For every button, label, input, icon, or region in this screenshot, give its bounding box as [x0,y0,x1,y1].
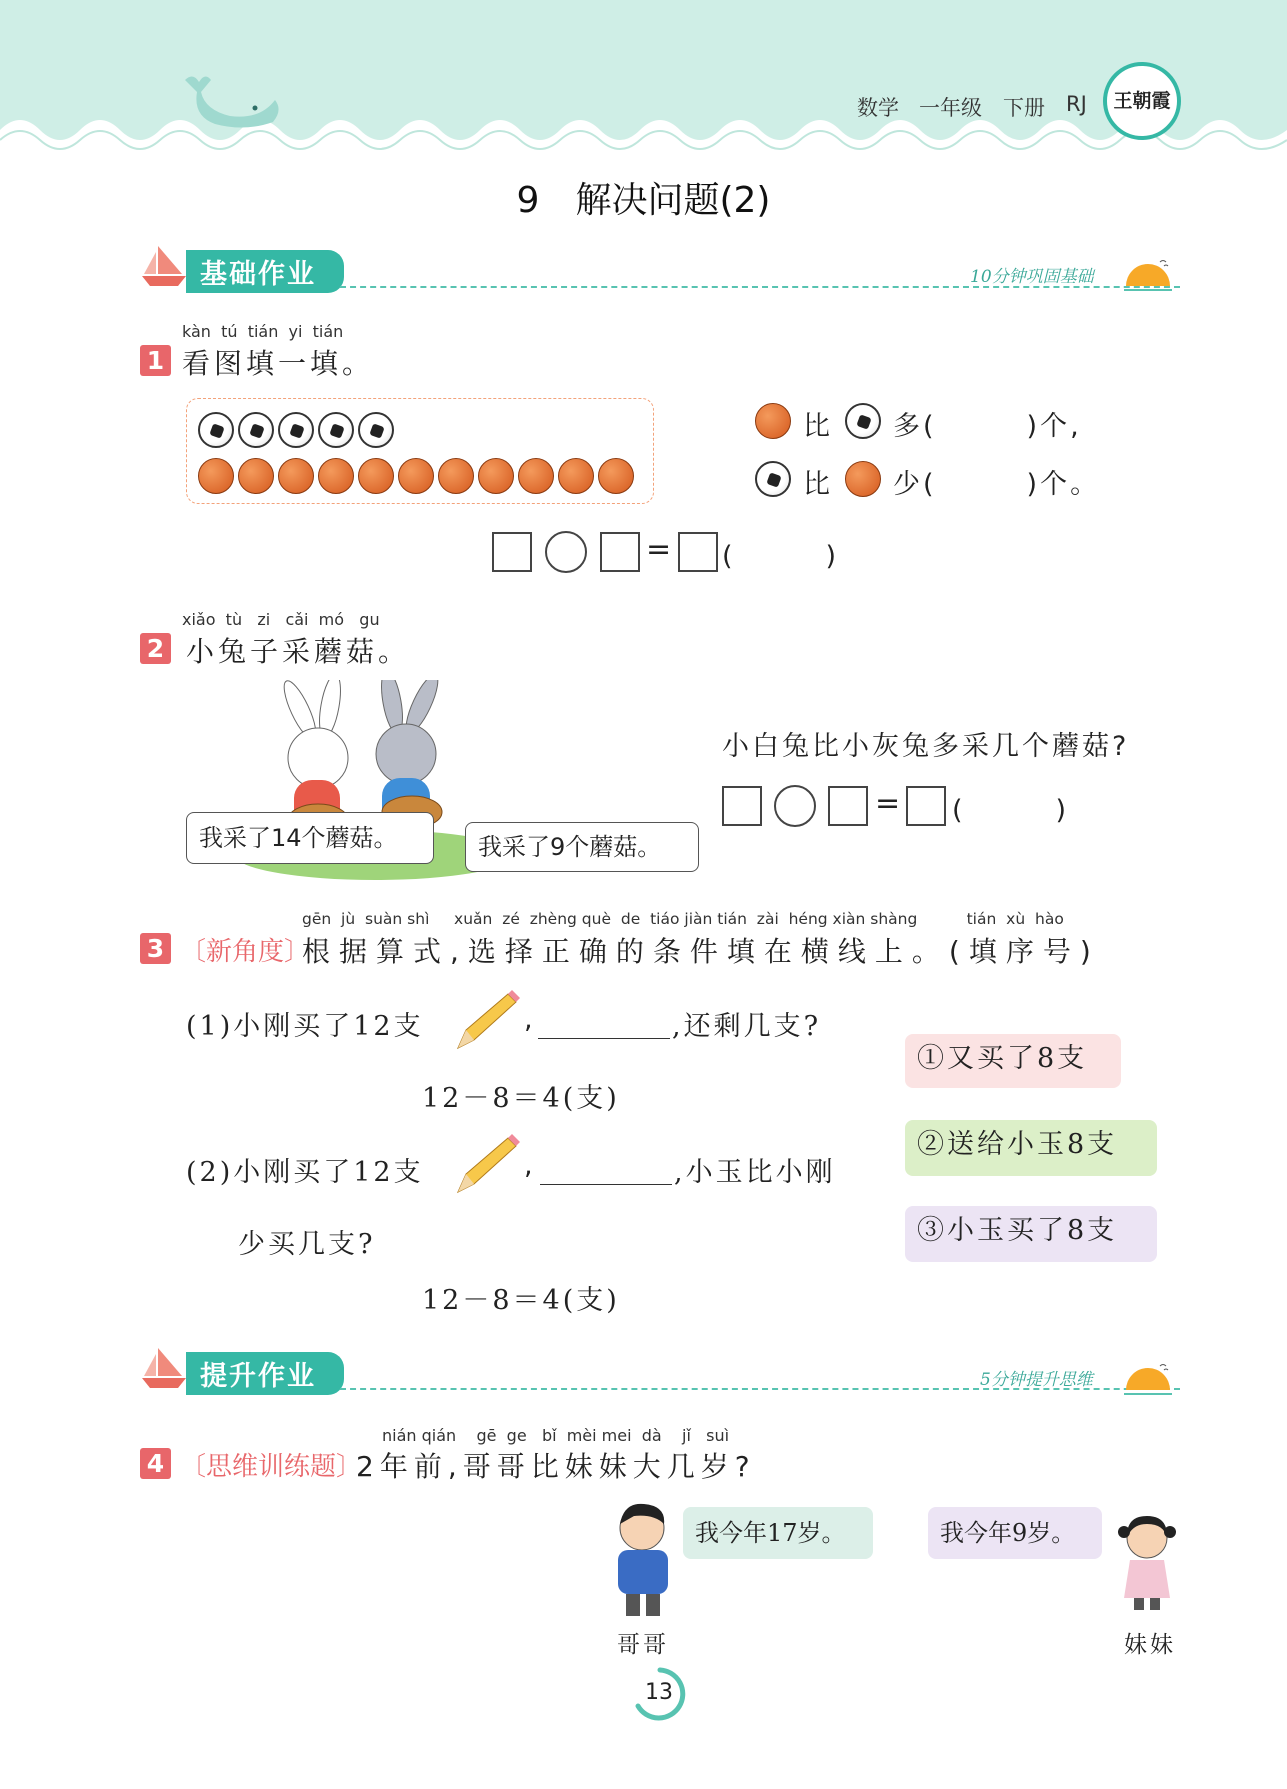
section-hint-advanced: 5分钟提升思维 [980,1370,1093,1390]
header-edition: RJ [1066,92,1087,116]
q2-equals: = [875,786,901,821]
q4-speech-bubble-brother: 我今年17岁。 [683,1507,873,1559]
basketball-icon [438,458,474,494]
q3-p1-comma: , [524,1004,536,1035]
whale-icon [175,70,285,130]
q2-speech-bubble-right: 我采了9个蘑菇。 [465,822,699,872]
q1-line1-bi: 比 [803,411,833,442]
q1-unit-blank[interactable]: ( ) [722,541,840,572]
q3-number: 3 [140,933,171,964]
section-hint-basic: 10分钟巩固基础 [970,267,1094,287]
q3-p1-blank[interactable] [538,1038,670,1039]
q1-pinyin: kàn tú tián yi tián [182,322,344,341]
q1-text: 看图填一填。 [182,347,375,380]
q2-number: 2 [140,633,171,664]
soccer-ball-icon [198,412,234,448]
basketball-icon [845,461,881,497]
basketball-icon [278,458,314,494]
q2-pinyin: xiǎo tù zi cǎi mó gu [182,610,380,629]
q1-number: 1 [140,345,171,376]
q1-line1-blank: 多( )个, [893,411,1082,442]
sunset-icon [1122,256,1174,296]
q3-p2-blank[interactable] [540,1184,672,1185]
soccer-ball-icon [755,461,791,497]
q4-speech-bubble-sister: 我今年9岁。 [928,1507,1102,1559]
basketball-icon [558,458,594,494]
soccer-ball-icon [238,412,274,448]
q3-option-3[interactable]: ③小玉买了8支 [905,1206,1157,1262]
q3-p1-text: (1)小刚买了12支 [186,1011,424,1042]
q3-pinyin: gēn jù suàn shì xuǎn zé zhèng què de tiáo jiàn tián zài héng xiàn shàng tián xù hào [302,910,1064,928]
sailboat-icon [140,1346,188,1390]
brother-illustration [604,1500,684,1620]
page-title: 9 解决问题(2) [516,180,771,221]
q1-answer-box-2[interactable] [600,532,640,572]
basketball-icon [198,458,234,494]
q4-pinyin: nián qián gē ge bǐ mèi mei dà jǐ suì [382,1426,730,1445]
basketball-icon [398,458,434,494]
soccer-ball-icon [278,412,314,448]
q1-line2-bi: 比 [803,469,833,500]
q3-tag: 〔新角度〕 [180,937,311,967]
sailboat-icon [140,244,188,288]
basketball-icon [478,458,514,494]
q3-option-1[interactable]: ①又买了8支 [905,1034,1121,1088]
q1-answer-box-3[interactable] [678,532,718,572]
q4-number: 4 [140,1448,171,1479]
basketball-icon [318,458,354,494]
q3-p2-question: ,小玉比小刚 [674,1157,836,1188]
q2-unit-blank[interactable]: ( ) [952,795,1070,826]
basketball-icon [518,458,554,494]
basketball-icon [598,458,634,494]
basketball-icon [358,458,394,494]
soccer-ball-icon [358,412,394,448]
basketball-row [198,456,648,496]
q1-answer-box-1[interactable] [492,532,532,572]
q1-operator-circle[interactable] [545,531,587,573]
q2-speech-bubble-left: 我采了14个蘑菇。 [186,812,434,864]
basketball-icon [755,403,791,439]
q3-p2-comma: , [524,1150,536,1181]
header-grade: 一年级 [919,96,982,120]
pencil-icon [450,1132,522,1198]
q4-tag: 〔思维训练题〕 [180,1452,363,1482]
brand-logo [1103,62,1181,140]
q3-p1-equation: 12－8＝4(支) [422,1083,620,1114]
pencil-icon [450,988,522,1054]
page-number: 13 [645,1680,673,1705]
q2-operator-circle[interactable] [774,785,816,827]
soccer-ball-icon [318,412,354,448]
q3-text: 根据算式,选择正确的条件填在横线上。(填序号) [302,935,1100,968]
q2-answer-box-1[interactable] [722,786,762,826]
basketball-icon [238,458,274,494]
sister-illustration [1112,1512,1182,1612]
q2-answer-box-3[interactable] [906,786,946,826]
header-volume: 下册 [1003,96,1045,120]
soccer-ball-icon [845,403,881,439]
section-label-basic: 基础作业 [186,250,344,293]
soccer-row [198,410,418,450]
section-label-advanced: 提升作业 [186,1352,344,1395]
q4-label-sister: 妹妹 [1124,1632,1176,1658]
q2-question: 小白兔比小灰兔多采几个蘑菇? [722,731,1130,762]
q2-text: 小兔子采蘑菇。 [186,635,411,668]
q1-equals: = [646,532,672,567]
q3-option-2[interactable]: ②送给小玉8支 [905,1120,1157,1176]
header-subject: 数学 [857,96,899,120]
q4-label-brother: 哥哥 [617,1632,669,1658]
brand-logo-text: 王朝霞 [1113,90,1171,112]
q3-p2-text: (2)小刚买了12支 [186,1157,424,1188]
q3-p2-question-cont: 少买几支? [238,1229,376,1260]
q4-text: 2年前,哥哥比妹妹大几岁? [356,1450,756,1483]
q1-line2-blank: 少( )个。 [893,469,1101,500]
q2-answer-box-2[interactable] [828,786,868,826]
q3-p2-equation: 12－8＝4(支) [422,1285,620,1316]
sunset-icon [1122,1360,1174,1400]
q3-p1-question: ,还剩几支? [672,1011,822,1042]
